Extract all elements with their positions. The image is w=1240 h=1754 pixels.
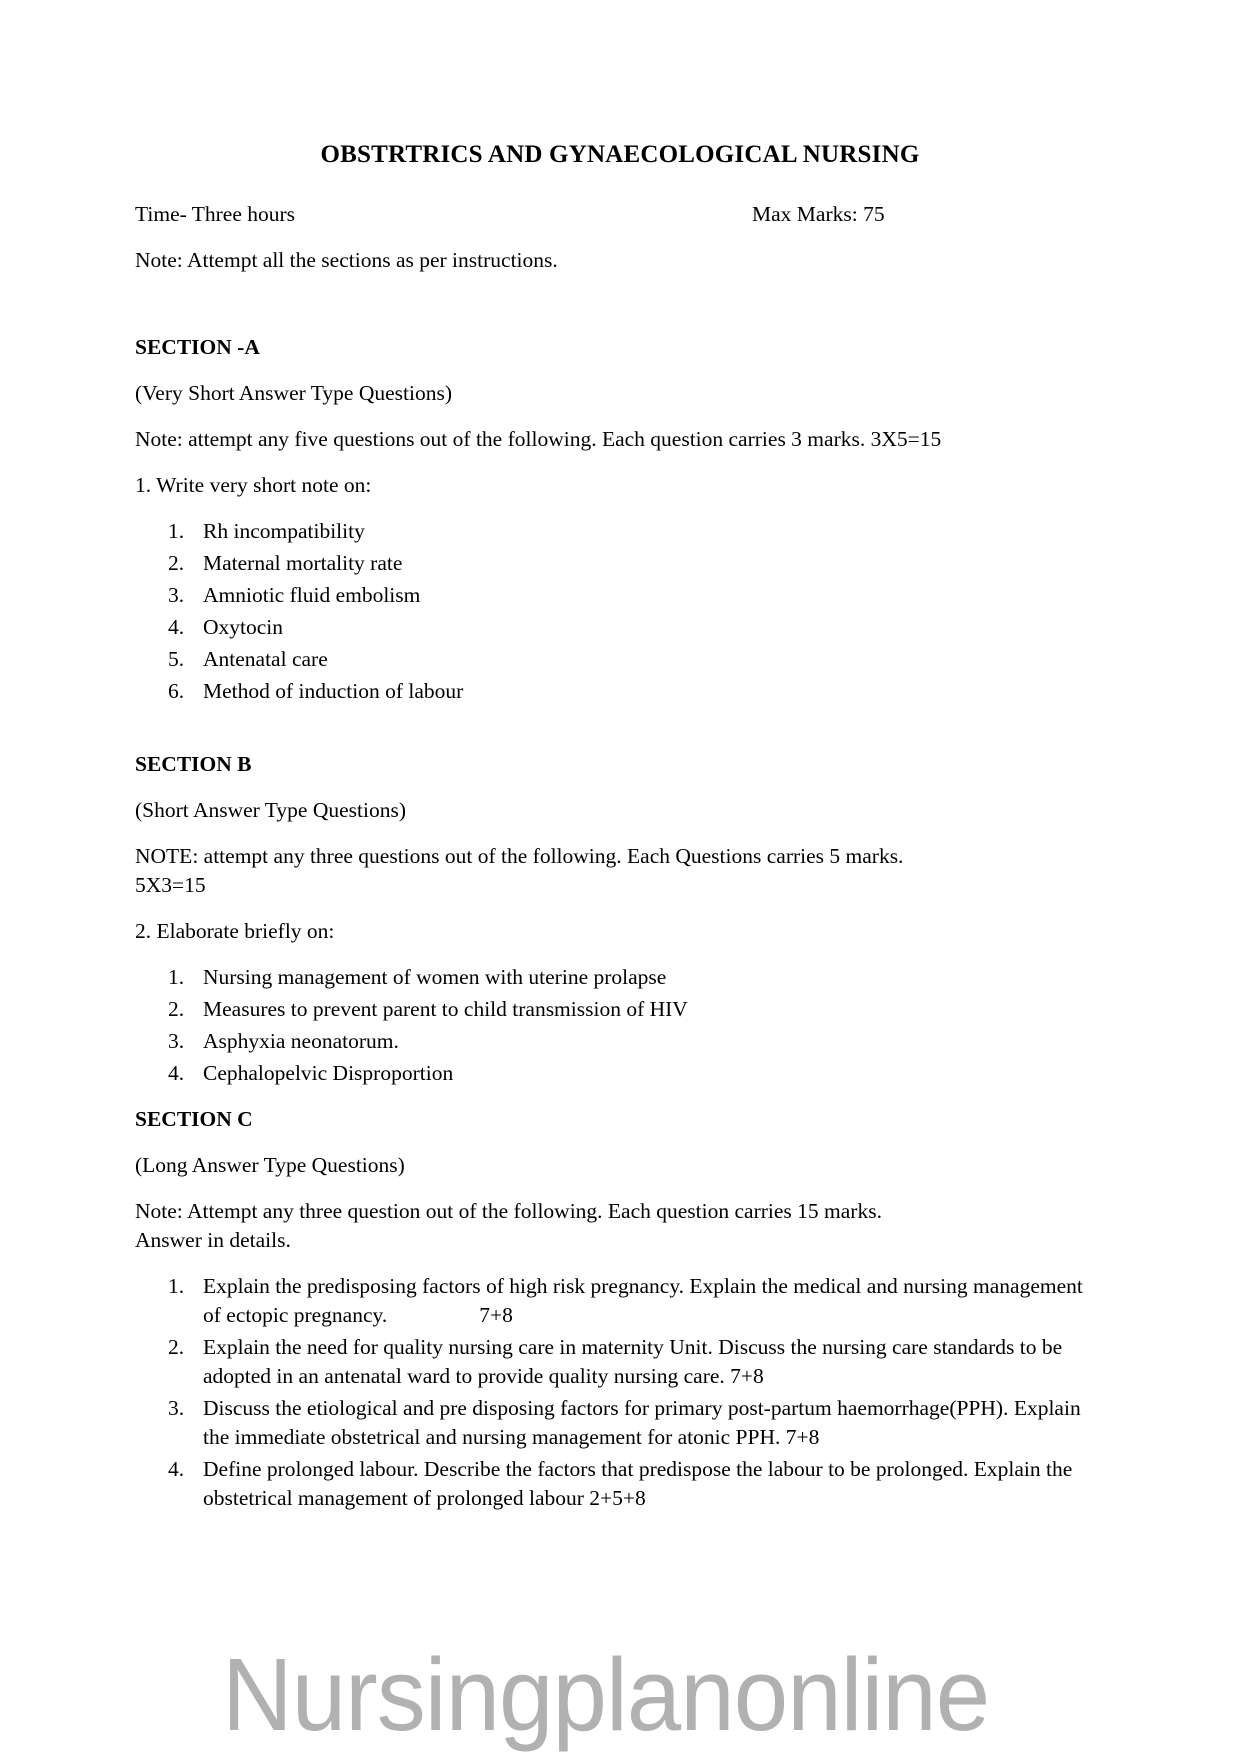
list-item	[135, 1272, 1105, 1330]
list-item-text: Explain the need for quality nursing care in maternity Unit. Discuss the nursing care standards to be adopted in an antenatal ward to provide quality nursing care. 7+8	[203, 1335, 1063, 1388]
section-b-subheading: (Short Answer Type Questions)	[135, 798, 407, 822]
section-c-subheading: (Long Answer Type Questions)	[135, 1153, 405, 1177]
list-item-text: Asphyxia neonatorum.	[203, 1029, 399, 1053]
exam-meta-row	[135, 200, 1105, 229]
list-item-text: Define prolonged labour. Describe the factors that predispose the labour to be prolonged. Explain the obstetrical management of prolonged labour 2+5+8	[203, 1457, 1073, 1510]
section-a-heading: SECTION -A	[135, 335, 260, 359]
section-b-note-line2: 5X3=15	[135, 873, 206, 897]
list-item	[135, 1059, 1105, 1088]
time-allowed-label: Time- Three hours	[135, 202, 296, 226]
list-item	[135, 581, 1105, 610]
list-item-text: Measures to prevent parent to child transmission of HIV	[203, 997, 688, 1021]
page-title: OBSTRTRICS AND GYNAECOLOGICAL NURSING	[320, 141, 920, 168]
list-item	[135, 1394, 1105, 1452]
nursingplanonline-watermark: Nursingplanonline	[222, 1637, 990, 1752]
general-instructions-note: Note: Attempt all the sections as per instructions.	[135, 248, 558, 272]
list-item	[135, 645, 1105, 674]
list-item	[135, 517, 1105, 546]
max-marks-label: Max Marks: 75	[752, 202, 885, 226]
list-item	[135, 1333, 1105, 1391]
question-2-intro: 2. Elaborate briefly on:	[135, 919, 335, 943]
list-item	[135, 1455, 1105, 1513]
list-item-text: Amniotic fluid embolism	[203, 583, 421, 607]
list-item-text: Rh incompatibility	[203, 519, 365, 543]
list-item-text: Antenatal care	[203, 647, 328, 671]
section-c-note-line1: Note: Attempt any three question out of the following. Each question carries 15 marks.	[135, 1199, 882, 1223]
list-item-text: Explain the predisposing factors of high risk pregnancy. Explain the medical and nursing management of ectopic pregnancy.	[203, 1274, 1083, 1327]
section-b-question-list	[135, 963, 1105, 1088]
list-item	[135, 613, 1105, 642]
list-item-text: Method of induction of labour	[203, 679, 464, 703]
section-c-heading: SECTION C	[135, 1107, 253, 1131]
list-item-text: Oxytocin	[203, 615, 284, 639]
question-1-intro: 1. Write very short note on:	[135, 473, 372, 497]
section-b-note	[135, 842, 1105, 900]
list-item	[135, 995, 1105, 1024]
list-item	[135, 963, 1105, 992]
list-item-text: Nursing management of women with uterine prolapse	[203, 965, 667, 989]
section-c-note-line2: Answer in details.	[135, 1228, 291, 1252]
list-item-text: Discuss the etiological and pre disposing factors for primary post-partum haemorrhage(PPH). Explain the immediate obstetrical and nursing management for atonic PPH. 7+8	[203, 1396, 1081, 1449]
section-b-heading: SECTION B	[135, 752, 252, 776]
marks-value: 7+8	[479, 1303, 513, 1327]
section-b-note-line1: NOTE: attempt any three questions out of the following. Each Questions carries 5 marks.	[135, 844, 904, 868]
section-c-question-list	[135, 1272, 1105, 1513]
list-item	[135, 677, 1105, 706]
section-c-note	[135, 1197, 1105, 1255]
section-a-question-list	[135, 517, 1105, 706]
list-item	[135, 549, 1105, 578]
section-a-note: Note: attempt any five questions out of the following. Each question carries 3 marks. 3X5=15	[135, 427, 942, 451]
list-item-text: Maternal mortality rate	[203, 551, 403, 575]
section-a-subheading: (Very Short Answer Type Questions)	[135, 381, 452, 405]
list-item-text: Cephalopelvic Disproportion	[203, 1061, 454, 1085]
list-item	[135, 1027, 1105, 1056]
